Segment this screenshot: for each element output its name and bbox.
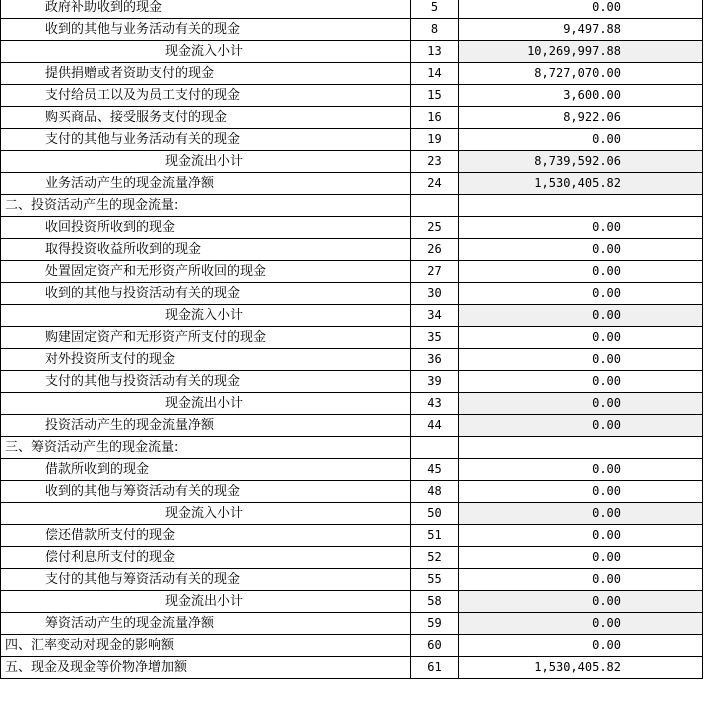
table-row: [1, 305, 703, 327]
row-line-number: 58: [411, 591, 459, 613]
row-line-number: 26: [411, 239, 459, 261]
row-line-number: 27: [411, 261, 459, 283]
row-amount: 0.00: [459, 459, 703, 481]
row-label: 购买商品、接受服务支付的现金: [1, 107, 411, 129]
row-label: 投资活动产生的现金流量净额: [1, 415, 411, 437]
row-amount: 8,922.06: [459, 107, 703, 129]
row-line-number: 5: [411, 0, 459, 19]
row-amount: 10,269,997.88: [459, 41, 703, 63]
row-label: 四、汇率变动对现金的影响额: [1, 635, 411, 657]
row-label: 支付的其他与筹资活动有关的现金: [1, 569, 411, 591]
row-label: 支付给员工以及为员工支付的现金: [1, 85, 411, 107]
table-row: [1, 349, 703, 371]
row-amount: 0.00: [459, 393, 703, 415]
row-label: 现金流出小计: [1, 591, 411, 613]
row-line-number: 14: [411, 63, 459, 85]
table-row: [1, 437, 703, 459]
row-line-number: [411, 437, 459, 459]
row-line-number: 36: [411, 349, 459, 371]
row-amount: 0.00: [459, 371, 703, 393]
row-amount: 9,497.88: [459, 19, 703, 41]
row-label: 偿还借款所支付的现金: [1, 525, 411, 547]
row-amount: 0.00: [459, 129, 703, 151]
row-line-number: 55: [411, 569, 459, 591]
row-label: 筹资活动产生的现金流量净额: [1, 613, 411, 635]
row-amount: 0.00: [459, 217, 703, 239]
row-amount: 0.00: [459, 613, 703, 635]
row-label: 现金流入小计: [1, 503, 411, 525]
row-amount: 0.00: [459, 591, 703, 613]
row-label: 借款所收到的现金: [1, 459, 411, 481]
row-line-number: 51: [411, 525, 459, 547]
row-line-number: 16: [411, 107, 459, 129]
table-row: [1, 195, 703, 217]
row-label: 偿付利息所支付的现金: [1, 547, 411, 569]
row-label: 提供捐赠或者资助支付的现金: [1, 63, 411, 85]
row-line-number: 44: [411, 415, 459, 437]
row-line-number: 23: [411, 151, 459, 173]
table-row: [1, 129, 703, 151]
row-label: 现金流出小计: [1, 151, 411, 173]
row-amount: 0.00: [459, 0, 703, 19]
row-amount: [459, 195, 703, 217]
row-line-number: 48: [411, 481, 459, 503]
row-line-number: 45: [411, 459, 459, 481]
row-line-number: 35: [411, 327, 459, 349]
row-amount: [459, 437, 703, 459]
table-row: [1, 657, 703, 679]
row-line-number: 13: [411, 41, 459, 63]
table-row: [1, 591, 703, 613]
table-row: [1, 151, 703, 173]
row-amount: 0.00: [459, 503, 703, 525]
row-amount: 3,600.00: [459, 85, 703, 107]
table-row: [1, 173, 703, 195]
table-row: [1, 371, 703, 393]
table-row: [1, 239, 703, 261]
row-amount: 0.00: [459, 569, 703, 591]
row-amount: 0.00: [459, 327, 703, 349]
row-amount: 0.00: [459, 261, 703, 283]
table-row: [1, 613, 703, 635]
row-line-number: [411, 195, 459, 217]
row-line-number: 15: [411, 85, 459, 107]
row-label: 三、筹资活动产生的现金流量:: [1, 437, 411, 459]
row-label: 业务活动产生的现金流量净额: [1, 173, 411, 195]
table-row: [1, 0, 703, 19]
row-line-number: 19: [411, 129, 459, 151]
row-line-number: 24: [411, 173, 459, 195]
cash-flow-table-body: [1, 0, 703, 679]
row-label: 现金流出小计: [1, 393, 411, 415]
table-row: [1, 569, 703, 591]
table-row: [1, 459, 703, 481]
row-amount: 0.00: [459, 239, 703, 261]
row-line-number: 61: [411, 657, 459, 679]
row-label: 支付的其他与业务活动有关的现金: [1, 129, 411, 151]
row-line-number: 59: [411, 613, 459, 635]
table-row: [1, 85, 703, 107]
row-amount: 0.00: [459, 349, 703, 371]
row-label: 收到的其他与业务活动有关的现金: [1, 19, 411, 41]
row-amount: 0.00: [459, 481, 703, 503]
row-line-number: 8: [411, 19, 459, 41]
row-label: 对外投资所支付的现金: [1, 349, 411, 371]
row-label: 购建固定资产和无形资产所支付的现金: [1, 327, 411, 349]
row-line-number: 43: [411, 393, 459, 415]
row-label: 取得投资收益所收到的现金: [1, 239, 411, 261]
table-row: [1, 283, 703, 305]
table-row: [1, 107, 703, 129]
row-amount: 0.00: [459, 635, 703, 657]
table-row: [1, 261, 703, 283]
row-amount: 0.00: [459, 283, 703, 305]
row-amount: 1,530,405.82: [459, 173, 703, 195]
row-line-number: 60: [411, 635, 459, 657]
row-label: 政府补助收到的现金: [1, 0, 411, 19]
row-amount: 8,739,592.06: [459, 151, 703, 173]
row-label: 收到的其他与筹资活动有关的现金: [1, 481, 411, 503]
table-row: [1, 635, 703, 657]
table-row: [1, 63, 703, 85]
row-label: 现金流入小计: [1, 41, 411, 63]
row-label: 五、现金及现金等价物净增加额: [1, 657, 411, 679]
row-line-number: 52: [411, 547, 459, 569]
table-row: [1, 547, 703, 569]
table-row: [1, 19, 703, 41]
row-line-number: 34: [411, 305, 459, 327]
row-label: 收到的其他与投资活动有关的现金: [1, 283, 411, 305]
row-line-number: 30: [411, 283, 459, 305]
row-line-number: 50: [411, 503, 459, 525]
row-label: 二、投资活动产生的现金流量:: [1, 195, 411, 217]
row-amount: 0.00: [459, 525, 703, 547]
row-amount: 1,530,405.82: [459, 657, 703, 679]
table-row: [1, 41, 703, 63]
row-label: 处置固定资产和无形资产所收回的现金: [1, 261, 411, 283]
table-row: [1, 217, 703, 239]
table-row: [1, 327, 703, 349]
table-row: [1, 503, 703, 525]
row-amount: 0.00: [459, 547, 703, 569]
table-row: [1, 525, 703, 547]
row-label: 支付的其他与投资活动有关的现金: [1, 371, 411, 393]
row-label: 现金流入小计: [1, 305, 411, 327]
row-line-number: 39: [411, 371, 459, 393]
row-amount: 0.00: [459, 415, 703, 437]
table-row: [1, 415, 703, 437]
table-row: [1, 393, 703, 415]
row-line-number: 25: [411, 217, 459, 239]
table-row: [1, 481, 703, 503]
row-amount: 0.00: [459, 305, 703, 327]
row-amount: 8,727,070.00: [459, 63, 703, 85]
row-label: 收回投资所收到的现金: [1, 217, 411, 239]
